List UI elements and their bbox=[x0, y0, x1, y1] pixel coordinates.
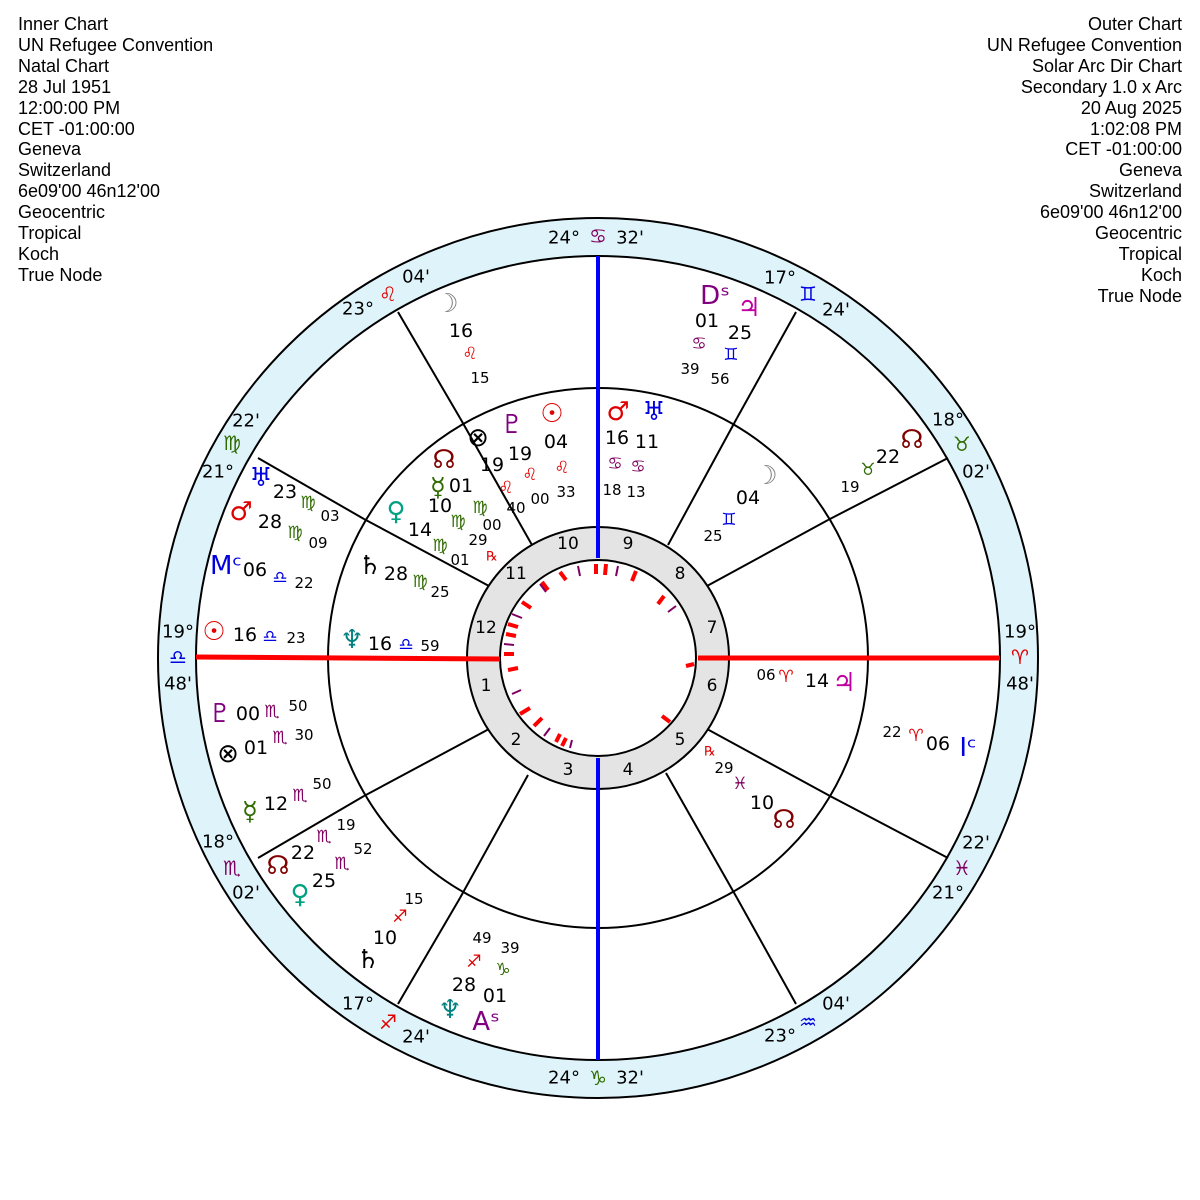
inner-planet-mars-degree: 16 bbox=[604, 427, 630, 449]
outer-planet-uranus-degree: 23 bbox=[272, 481, 298, 503]
outer-planet-ic-degree: 06 bbox=[925, 733, 951, 755]
house-number-3: 3 bbox=[562, 760, 574, 780]
cusp-lower-left-1-part: 02' bbox=[232, 882, 260, 904]
inner-info-line: 28 Jul 1951 bbox=[18, 76, 112, 97]
house-number-12: 12 bbox=[475, 618, 497, 638]
inner-planet-mercury-glyph: ☿ bbox=[430, 473, 446, 503]
cusp-upper-right-2-part: ♉ bbox=[953, 432, 971, 456]
inner-planet-mercury-degree: 10 bbox=[427, 495, 453, 517]
outer-planet-sun-minute: 23 bbox=[286, 629, 306, 647]
house-number-2: 2 bbox=[510, 730, 522, 750]
cusp-lower-left-1-part: ♏ bbox=[223, 856, 241, 880]
cusp-upper-left-2-part: 22' bbox=[232, 410, 260, 432]
outer-planet-fortune-minute: 30 bbox=[294, 726, 314, 744]
house-number-1: 1 bbox=[480, 676, 492, 696]
inner-planet-pluto-glyph: ♇ bbox=[500, 410, 524, 440]
inner-info-line: Geocentric bbox=[18, 202, 106, 223]
house-number-6: 6 bbox=[706, 676, 718, 696]
house-number-8: 8 bbox=[674, 564, 686, 584]
outer-info-line: Outer Chart bbox=[1087, 14, 1182, 34]
outer-info-line: CET -01:00:00 bbox=[1065, 139, 1182, 160]
outer-planet-moon-2-minute: 25 bbox=[703, 527, 723, 545]
cusp-top bbox=[548, 224, 644, 249]
inner-planet-mercury-sign: ♍ bbox=[450, 512, 466, 532]
cusp-left-part: 19° bbox=[162, 621, 194, 643]
outer-planet-mc-degree: 06 bbox=[242, 559, 268, 581]
planet-tick bbox=[605, 564, 606, 575]
cusp-right-part: 48' bbox=[1006, 673, 1034, 695]
cusp-bottom-part: 32' bbox=[616, 1067, 644, 1089]
outer-planet-desc-sign: ♋ bbox=[691, 334, 707, 354]
inner-planet-neptune-sign: ♎ bbox=[398, 635, 414, 655]
outer-planet-sun-sign: ♎ bbox=[262, 627, 278, 647]
outer-planet-pluto-degree: 00 bbox=[235, 703, 261, 725]
inner-planet-venus-degree: 14 bbox=[407, 519, 433, 541]
outer-planet-asc-glyph: Aˢ bbox=[472, 1007, 500, 1037]
outer-planet-node-degree: 22 bbox=[875, 446, 901, 468]
inner-info-line: 6e09'00 46n12'00 bbox=[18, 181, 161, 202]
outer-planet-moon-minute: 15 bbox=[470, 369, 490, 387]
outer-planet-asc-degree: 01 bbox=[482, 985, 508, 1007]
inner-planet-pluto-minute: 00 bbox=[530, 490, 550, 508]
cusp-upper-right-2-part: 02' bbox=[962, 461, 990, 483]
outer-info-line: True Node bbox=[1097, 285, 1182, 306]
cusp-bottom-part: 24° bbox=[548, 1067, 580, 1089]
inner-planet-fortune-degree: 19 bbox=[479, 454, 505, 476]
outer-planet-desc-degree: 01 bbox=[694, 310, 720, 332]
outer-planet-node-glyph: ☊ bbox=[900, 425, 924, 455]
cusp-left-part: 48' bbox=[164, 673, 192, 695]
inner-planet-fortune-sign: ♌ bbox=[498, 478, 514, 498]
cusp-lower-left-2-part: 17° bbox=[342, 993, 374, 1015]
outer-planet-jupiter-2-degree: 14 bbox=[804, 670, 830, 692]
outer-planet-neptune-degree: 28 bbox=[451, 974, 477, 996]
outer-planet-moon-2-degree: 04 bbox=[735, 487, 761, 509]
outer-planet-node-3-retro: ℞ bbox=[704, 744, 716, 760]
outer-planet-saturn-glyph: ♄ bbox=[356, 945, 380, 975]
outer-info-line: UN Refugee Convention bbox=[986, 34, 1182, 55]
inner-planet-node-minute: 00 bbox=[482, 516, 502, 534]
inner-info-line: Geneva bbox=[18, 139, 82, 160]
outer-info-line: Tropical bbox=[1118, 243, 1182, 264]
planet-tick bbox=[504, 644, 514, 645]
outer-planet-mercury-degree: 12 bbox=[263, 793, 289, 815]
inner-planet-neptune-minute: 59 bbox=[420, 637, 440, 655]
inner-info-line: True Node bbox=[18, 264, 103, 285]
cusp-upper-left-2-part: 21° bbox=[202, 461, 234, 483]
inner-planet-node-sign: ♍ bbox=[472, 498, 488, 518]
cusp-bottom-part: ♑ bbox=[589, 1066, 607, 1090]
house-number-5: 5 bbox=[674, 730, 686, 750]
house-number-7: 7 bbox=[706, 618, 718, 638]
cusp-top-part: 24° bbox=[548, 227, 580, 249]
outer-planet-venus-minute: 52 bbox=[353, 840, 373, 858]
outer-info-line: Koch bbox=[1140, 264, 1182, 285]
outer-planet-saturn-minute: 15 bbox=[404, 890, 424, 908]
outer-planet-node-3-minute: 29 bbox=[714, 759, 734, 777]
outer-planet-pluto-glyph: ♇ bbox=[208, 699, 232, 729]
outer-planet-mc-minute: 22 bbox=[294, 574, 314, 592]
outer-planet-mercury-sign: ♏ bbox=[292, 786, 308, 806]
inner-planet-fortune-minute: 40 bbox=[506, 499, 526, 517]
cusp-bottom bbox=[548, 1066, 644, 1090]
inner-planet-mercury-retro: ℞ bbox=[486, 549, 498, 565]
inner-info-line: Inner Chart bbox=[18, 14, 109, 34]
inner-info-line: Koch bbox=[18, 243, 60, 264]
inner-planet-pluto-sign: ♌ bbox=[522, 465, 538, 485]
outer-planet-sun-degree: 16 bbox=[232, 624, 258, 646]
cusp-upper-left-1-part: ♌ bbox=[379, 282, 397, 306]
outer-planet-asc-sign: ♑ bbox=[495, 960, 511, 980]
outer-planet-mars-glyph: ♂ bbox=[229, 497, 253, 527]
outer-info-line: Switzerland bbox=[1088, 181, 1182, 202]
outer-planet-moon-2-sign: ♊ bbox=[721, 510, 737, 530]
inner-planet-sun-degree: 04 bbox=[543, 431, 569, 453]
outer-planet-node-2-glyph: ☊ bbox=[266, 851, 290, 881]
outer-planet-pluto-minute: 50 bbox=[288, 697, 308, 715]
outer-planet-venus-sign: ♏ bbox=[334, 854, 350, 874]
outer-planet-jupiter-sign: ♊ bbox=[723, 345, 739, 365]
outer-planet-neptune-sign: ♐ bbox=[466, 952, 482, 972]
outer-planet-moon-sign: ♌ bbox=[462, 344, 478, 364]
outer-planet-pluto-sign: ♏ bbox=[264, 702, 280, 722]
cusp-lower-right-2-part: ♒ bbox=[799, 1010, 817, 1034]
inner-planet-neptune-glyph: ♆ bbox=[340, 625, 364, 655]
inner-planet-neptune-degree: 16 bbox=[367, 633, 393, 655]
outer-planet-fortune-glyph: ⊗ bbox=[217, 739, 239, 769]
planet-tick bbox=[506, 634, 516, 636]
outer-planet-jupiter-glyph: ♃ bbox=[737, 293, 761, 323]
cusp-upper-right-1-part: 24' bbox=[822, 299, 850, 321]
outer-planet-fortune-degree: 01 bbox=[243, 737, 269, 759]
inner-planet-uranus-degree: 11 bbox=[634, 431, 660, 453]
cusp-top-part: 32' bbox=[616, 227, 644, 249]
cusp-left-part: ♎ bbox=[169, 645, 187, 669]
inner-planet-mars-minute: 18 bbox=[602, 481, 622, 499]
outer-planet-ic-sign: ♈ bbox=[908, 726, 924, 746]
outer-planet-ic-minute: 22 bbox=[882, 723, 902, 741]
outer-planet-mercury-glyph: ☿ bbox=[242, 797, 258, 827]
cusp-lower-left-1-part: 18° bbox=[202, 831, 234, 853]
inner-planet-uranus-minute: 13 bbox=[626, 483, 646, 501]
inner-planet-mars-sign: ♋ bbox=[607, 454, 623, 474]
outer-planet-node-3-degree: 10 bbox=[749, 792, 775, 814]
inner-planet-node-degree: 01 bbox=[448, 475, 474, 497]
outer-planet-jupiter-2-glyph: ♃ bbox=[832, 668, 856, 698]
outer-planet-moon-glyph: ☽ bbox=[435, 289, 459, 319]
inner-info-line: Switzerland bbox=[18, 160, 112, 181]
outer-info-line: Geocentric bbox=[1094, 223, 1182, 244]
cusp-lower-right-1-part: 21° bbox=[932, 882, 964, 904]
inner-planet-saturn-minute: 25 bbox=[430, 583, 450, 601]
cusp-lower-right-1-part: 22' bbox=[962, 832, 990, 854]
cusp-upper-right-2-part: 18° bbox=[932, 409, 964, 431]
inner-planet-venus-glyph: ♀ bbox=[386, 497, 406, 527]
inner-planet-node-glyph: ☊ bbox=[432, 445, 456, 475]
outer-planet-asc-minute: 39 bbox=[500, 939, 520, 957]
outer-info-line: Secondary 1.0 x Arc bbox=[1020, 76, 1182, 97]
outer-planet-mars-sign: ♍ bbox=[287, 523, 303, 543]
inner-planet-venus-sign: ♍ bbox=[432, 536, 448, 556]
cusp-top-part: ♋ bbox=[589, 224, 607, 248]
cusp-upper-left-2-part: ♍ bbox=[223, 431, 241, 455]
outer-planet-desc-minute: 39 bbox=[680, 360, 700, 378]
outer-planet-ic-glyph: Iᶜ bbox=[959, 733, 977, 763]
house-number-10: 10 bbox=[557, 534, 579, 554]
outer-planet-saturn-degree: 10 bbox=[372, 927, 398, 949]
outer-planet-node-3-glyph: ☊ bbox=[772, 805, 796, 835]
inner-planet-venus-minute: 01 bbox=[450, 551, 470, 569]
planet-tick bbox=[686, 664, 694, 666]
inner-planet-saturn-sign: ♍ bbox=[412, 572, 428, 592]
inner-planet-uranus-sign: ♋ bbox=[630, 457, 646, 477]
outer-planet-neptune-glyph: ♆ bbox=[438, 995, 462, 1025]
inner-planet-pluto-degree: 19 bbox=[507, 443, 533, 465]
inner-info-line: 12:00:00 PM bbox=[18, 97, 121, 118]
cusp-lower-right-2-part: 23° bbox=[764, 1025, 796, 1047]
outer-info-line: 20 Aug 2025 bbox=[1080, 97, 1182, 118]
cusp-upper-right-1-part: ♊ bbox=[799, 282, 817, 306]
outer-planet-uranus-minute: 03 bbox=[320, 507, 340, 525]
outer-planet-mars-degree: 28 bbox=[257, 511, 283, 533]
inner-info-line: Natal Chart bbox=[18, 55, 110, 76]
inner-planet-mars-glyph: ♂ bbox=[606, 397, 630, 427]
inner-info-line: CET -01:00:00 bbox=[18, 118, 135, 139]
outer-planet-uranus-sign: ♍ bbox=[300, 493, 316, 513]
cusp-lower-left-2-part: ♐ bbox=[379, 1010, 397, 1034]
house-number-9: 9 bbox=[622, 534, 634, 554]
inner-planet-mercury-minute: 29 bbox=[468, 531, 488, 549]
outer-planet-saturn-sign: ♐ bbox=[392, 907, 408, 927]
outer-planet-mercury-minute: 50 bbox=[312, 775, 332, 793]
outer-planet-mars-minute: 09 bbox=[308, 534, 328, 552]
outer-planet-uranus-glyph: ♅ bbox=[249, 463, 273, 493]
outer-planet-moon-2-glyph: ☽ bbox=[754, 461, 778, 491]
inner-planet-sun-sign: ♌ bbox=[554, 458, 570, 478]
outer-planet-mc-sign: ♎ bbox=[272, 568, 288, 588]
outer-info-line: Solar Arc Dir Chart bbox=[1031, 55, 1182, 76]
inner-circle bbox=[500, 560, 696, 756]
outer-planet-venus-degree: 25 bbox=[311, 870, 337, 892]
outer-planet-node-sign: ♉ bbox=[860, 460, 876, 480]
inner-info-line: Tropical bbox=[18, 223, 82, 244]
outer-planet-node-minute: 19 bbox=[840, 478, 860, 496]
inner-planet-saturn-degree: 28 bbox=[383, 563, 409, 585]
inner-info-line: UN Refugee Convention bbox=[18, 34, 214, 55]
outer-planet-venus-glyph: ♀ bbox=[290, 880, 310, 910]
outer-info-line: 6e09'00 46n12'00 bbox=[1039, 202, 1182, 223]
outer-planet-node-2-minute: 19 bbox=[336, 816, 356, 834]
cusp-lower-right-2-part: 04' bbox=[822, 993, 850, 1015]
cusp-upper-right-1-part: 17° bbox=[764, 267, 796, 289]
house-number-11: 11 bbox=[505, 564, 527, 584]
outer-planet-jupiter-degree: 25 bbox=[727, 322, 753, 344]
outer-planet-node-2-degree: 22 bbox=[290, 842, 316, 864]
cusp-upper-left-1-part: 04' bbox=[402, 266, 430, 288]
cusp-upper-left-1-part: 23° bbox=[342, 298, 374, 320]
outer-info-line: 1:02:08 PM bbox=[1089, 118, 1182, 139]
cusp-lower-right-1-part: ♓ bbox=[953, 856, 971, 880]
cusp-right-part: ♈ bbox=[1011, 645, 1029, 669]
outer-planet-moon-degree: 16 bbox=[448, 320, 474, 342]
outer-planet-fortune-sign: ♏ bbox=[272, 728, 288, 748]
outer-planet-jupiter-2-sign: ♈ bbox=[778, 667, 794, 687]
inner-planet-fortune-glyph: ⊗ bbox=[467, 423, 489, 453]
outer-info-line: Geneva bbox=[1118, 160, 1182, 181]
inner-planet-saturn-glyph: ♄ bbox=[358, 551, 382, 581]
outer-planet-mc-glyph: Mᶜ bbox=[209, 551, 243, 581]
inner-planet-sun-glyph: ☉ bbox=[540, 399, 564, 429]
outer-planet-neptune-minute: 49 bbox=[472, 929, 492, 947]
outer-planet-node-3-sign: ♓ bbox=[732, 774, 748, 794]
outer-planet-jupiter-2-minute: 06 bbox=[756, 666, 776, 684]
cusp-lower-left-2-part: 24' bbox=[402, 1026, 430, 1048]
inner-planet-sun-minute: 33 bbox=[556, 483, 576, 501]
outer-planet-jupiter-minute: 56 bbox=[710, 370, 730, 388]
planet-tick bbox=[508, 668, 518, 670]
house-number-4: 4 bbox=[622, 760, 634, 780]
outer-planet-sun-glyph: ☉ bbox=[202, 617, 226, 647]
outer-planet-desc-glyph: Dˢ bbox=[700, 281, 730, 311]
inner-planet-uranus-glyph: ♅ bbox=[642, 397, 666, 427]
outer-planet-node-2-sign: ♏ bbox=[316, 827, 332, 847]
cusp-right-part: 19° bbox=[1004, 621, 1036, 643]
asc-axis-line bbox=[196, 657, 500, 659]
